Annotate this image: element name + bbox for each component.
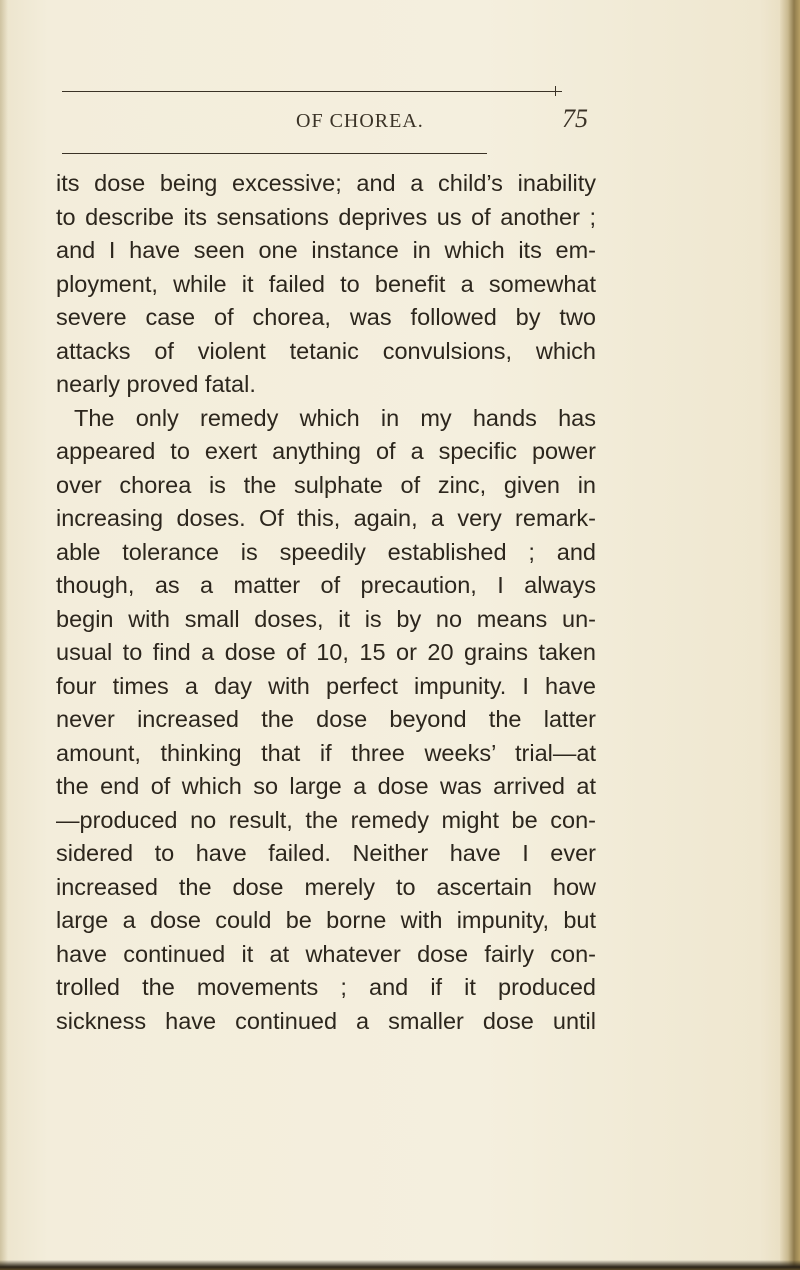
text-line: usual to find a dose of 10, 15 or 20 grains taken [56, 639, 596, 665]
text-line: and I have seen one instance in which its em- [56, 237, 596, 263]
header-bottom-rule [62, 153, 487, 154]
page-left-edge [0, 0, 8, 1270]
paragraph-first-line: The only remedy which in my hands has [74, 404, 596, 431]
text-line: over chorea is the sulphate of zinc, given in [56, 471, 596, 498]
header-top-rule [62, 91, 562, 92]
text-line: trolled the movements ; and if it produced [56, 974, 596, 1000]
text-line: have continued it at whatever dose fairly con- [56, 940, 596, 967]
text-line: though, as a matter of precaution, I always [56, 572, 596, 598]
text-line: its dose being excessive; and a child’s inability [56, 170, 596, 196]
text-line: increasing doses. Of this, again, a very remark- [56, 505, 596, 531]
text-line: able tolerance is speedily established ; and [56, 538, 596, 565]
text-line: —produced no result, the remedy might be con- [56, 806, 596, 833]
running-title: OF CHOREA. [296, 110, 424, 132]
text-line: severe case of chorea, was followed by two [56, 304, 596, 330]
body-text [56, 167, 604, 1038]
text-line: begin with small doses, it is by no means un- [56, 605, 596, 632]
text-line: amount, thinking that if three weeks’ trial—at [56, 739, 596, 766]
text-line: sidered to have failed. Neither have I ever [56, 840, 596, 866]
text-line: sickness have continued a smaller dose until [56, 1007, 596, 1034]
text-line: nearly proved fatal. [56, 371, 256, 397]
text-line: increased the dose merely to ascertain how [56, 873, 596, 900]
header-rule-tick [555, 86, 556, 96]
text-line: the end of which so large a dose was arrived at [56, 773, 596, 799]
text-line: ployment, while it failed to benefit a somewhat [56, 270, 596, 297]
page-number: 75 [562, 104, 588, 133]
page-right-edge [780, 0, 800, 1270]
page-header [0, 106, 800, 142]
page-bottom-edge [0, 1260, 800, 1270]
text-line: never increased the dose beyond the latter [56, 706, 596, 732]
text-line: to describe its sensations deprives us of another ; [56, 203, 596, 230]
text-line: four times a day with perfect impunity. I have [56, 672, 596, 699]
text-line: attacks of violent tetanic convulsions, which [56, 337, 596, 364]
text-line: appeared to exert anything of a specific power [56, 438, 596, 464]
text-line: large a dose could be borne with impunity, but [56, 907, 596, 933]
